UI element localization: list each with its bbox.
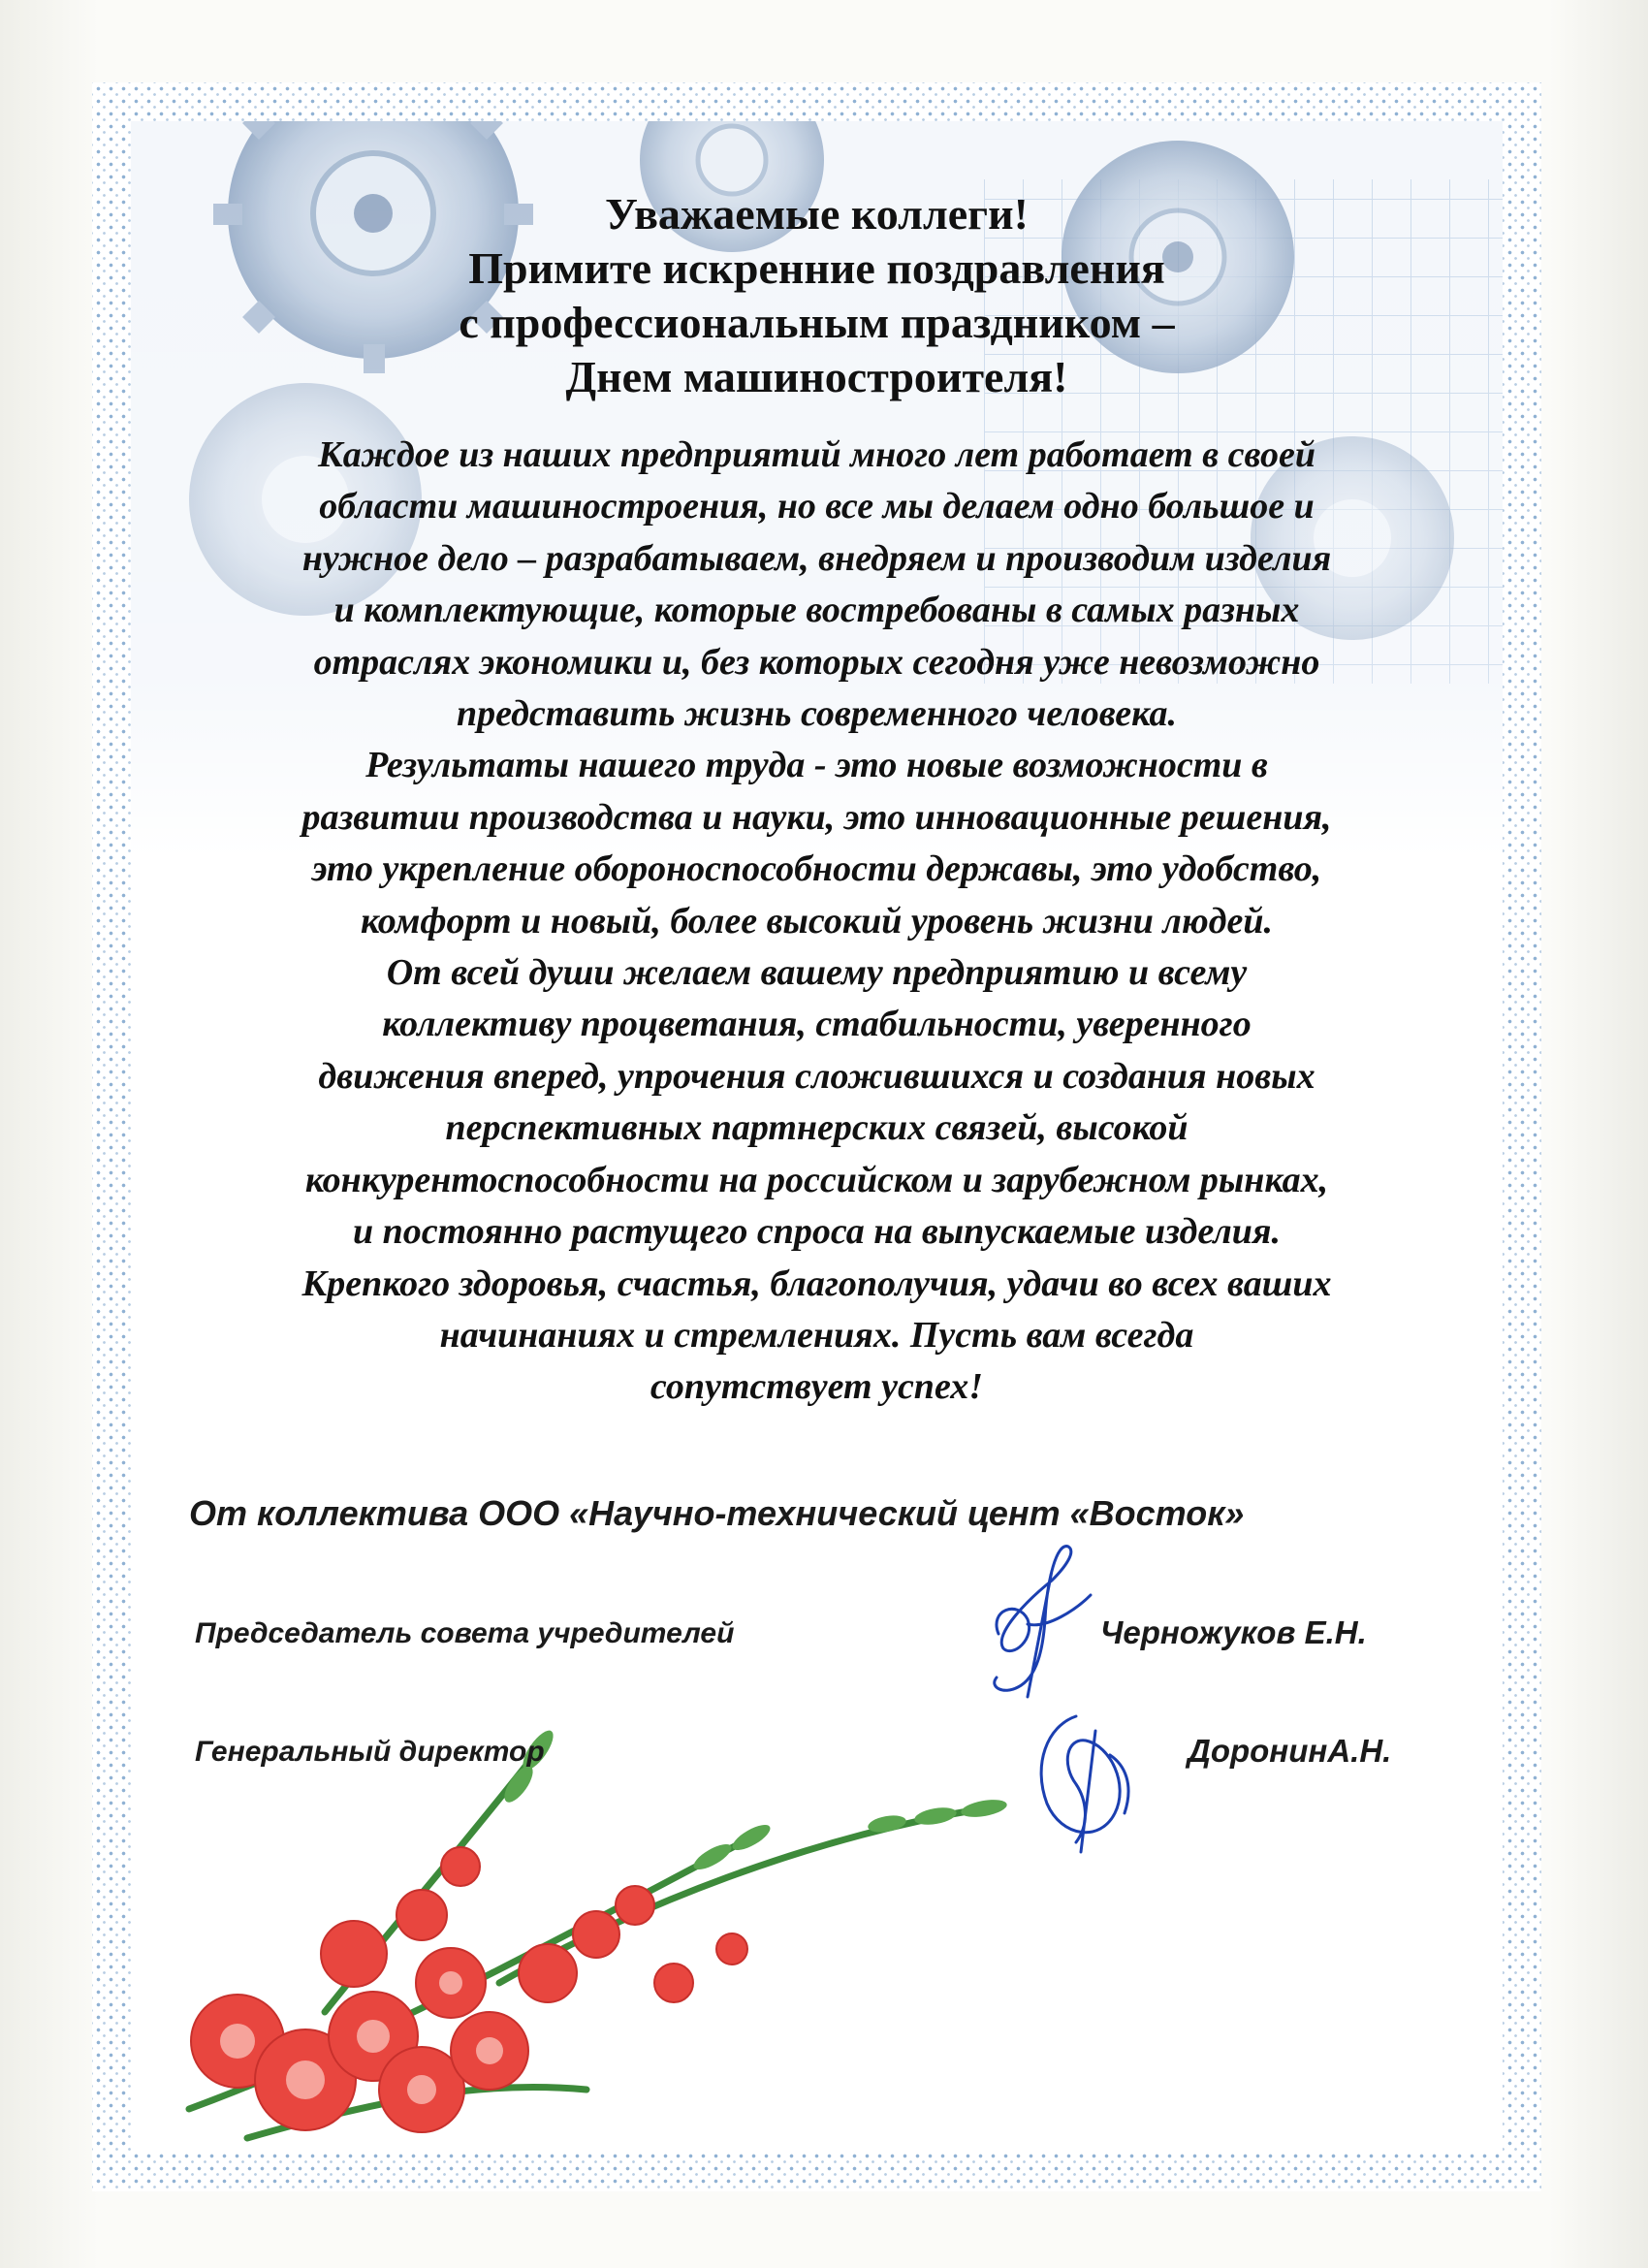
body-line: отраслях экономики и, без которых сегодня уже невозможно [313,641,1320,683]
body-line: и постоянно растущего спроса на выпускаемые изделия. [353,1211,1281,1253]
body-line: представить жизнь современного человека. [457,693,1177,735]
body-line: это укрепление обороноспособности державы, это удобство, [311,848,1322,890]
greeting-heading [131,187,1503,404]
body-line: нужное дело – разрабатываем, внедряем и производим изделия [301,537,1332,579]
body-line: комфорт и новый, более высокий уровень жизни людей. [360,900,1274,942]
greeting-body [131,430,1503,1414]
body-line: начинаниях и стремлениях. Пусть вам всегда [439,1314,1194,1356]
body-line: Результаты нашего труда - это новые возможности в [365,745,1268,786]
body-line: перспективных партнерских связей, высокой [445,1107,1188,1149]
body-line: сопутствует успех! [650,1366,984,1408]
body-line: области машиностроения, но все мы делаем одно большое и [319,486,1315,527]
body-line: От всей души желаем вашему предприятию и всему [386,952,1248,994]
body-line: конкурентоспособности на российском и зарубежном рынках, [304,1159,1329,1200]
signer-role-chairman: Председатель совета учредителей [195,1617,735,1649]
from-collective-line: От коллектива ООО «Научно-технический цент «Восток» [189,1493,1245,1533]
heading-line: Примите искренние поздравления [468,243,1165,293]
signer-role-director: Генеральный директор [195,1736,545,1768]
body-line: коллективу процветания, стабильности, уверенного [382,1004,1252,1045]
chairman-signature-icon [960,1542,1105,1707]
body-line: и комплектующие, которые востребованы в самых разных [333,590,1300,631]
body-line: Крепкого здоровья, счастья, благополучия, удачи во всех ваших [301,1262,1332,1304]
heading-line: Уважаемые коллеги! [605,189,1029,239]
letter-panel [131,121,1503,2153]
heading-line: с профессиональным праздником – [459,298,1175,347]
body-line: Каждое из наших предприятий много лет работает в своей [318,434,1315,475]
signer-name-chairman: Черножуков Е.Н. [1100,1614,1367,1650]
body-line: движения вперед, упрочения сложившихся и создания новых [318,1055,1315,1097]
signer-name-director: ДоронинА.Н. [1188,1733,1392,1769]
heading-line: Днем машиностроителя! [565,352,1068,401]
body-line: развитии производства и науки, это инновационные решения, [301,796,1332,838]
director-signature-icon [1018,1697,1144,1857]
